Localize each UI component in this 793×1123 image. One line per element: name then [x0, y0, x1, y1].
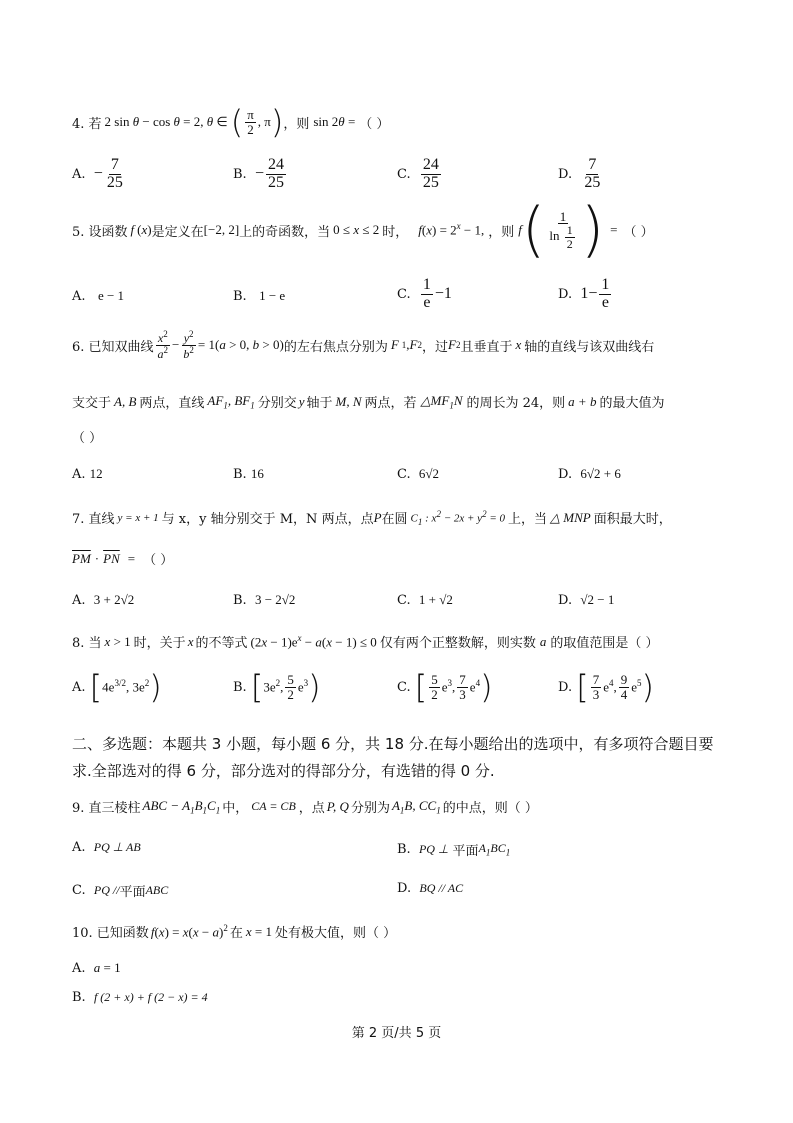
q7-option-c: C. 1 + √2 [397, 592, 453, 608]
section-multiple-choice-heading: 二、多选题：本题共 3 小题，每小题 6 分，共 18 分.在每小题给出的选项中，有多项符合题目要求.全部选对的得 6 分，部分选对的得部分分，有选错的得 0 分. [72, 735, 714, 780]
q4-tail: ，则 [283, 116, 310, 132]
q6-option-d: D. 6√2 + 6 [558, 466, 621, 482]
question-9-stem: 9. 直三棱柱 ABC − $A_1B_1C_1$ 中， CA = CB ，点 P, Q 分别为 $A_1B$, $CC_1$ 的中点，则（ ） [72, 797, 538, 816]
question-6-stem-line2: 支交于 A, B 两点，直线 $AF_1$, $BF_1$ 分别交 y 轴于 M, N 两点，若 $\triangle MF_1N$ 的周长为 24，则 a + b 的最大值为 [72, 392, 665, 411]
q8-option-a: A. [ $4e^{3/2}$, $3e^2$ ) [72, 668, 162, 706]
question-10-stem: 10. 已知函数 $f(x) = x(x - a)^2$ 在 x = 1 处有极大值，则（ ） [72, 922, 397, 941]
q4-blank: （ ） [359, 116, 390, 132]
question-6-stem-line1: 6. 已知双曲线 $\frac{x^2}{a^2}$ − $\frac{y^2}{b^2}$ = 1(a > 0, b > 0) 的左右焦点分别为 F 1 , F 2 ，过 F 2 且垂直于 x 轴的直线与该双曲线右 [72, 329, 655, 361]
q6-option-b: B. 16 [233, 466, 264, 482]
q10-option-b: B. f (2 + x) + f (2 − x) = 4 [72, 990, 208, 1005]
question-4-stem: 4. 若 2 sin θ − cos θ = 2, θ ∈ ( $\frac{\pi}{2}$ , π ) ，则 sin 2θ = （ ） [72, 103, 390, 141]
q8-option-b: B. [ $3e^2$, $\frac{5}{2}$ $e^3$ ) [233, 668, 321, 706]
q4-option-a: A. − $\frac{7}{25}$ [72, 156, 123, 191]
q5-option-d: D. 1− $\frac{1}{e}$ [558, 276, 610, 311]
q9-option-a: A. PQ ⊥ AB [72, 840, 141, 855]
q4-option-b: B. − $\frac{24}{25}$ [233, 156, 284, 191]
q5-option-c: C. $\frac{1}{e}$ −1 [397, 276, 452, 311]
question-7-stem: 7. 直线 y = x + 1 与 x，y 轴分别交于 M，N 两点，点 P 在圆 $C_1$ : $x^2 - 2x + y^2 = 0$ 上，当 △ MNP 面积最大时， [72, 508, 672, 527]
q9-option-b: B. PQ ⊥ 平面 $A_1BC_1$ [397, 841, 511, 859]
q6-option-a: A. 12 [72, 466, 103, 482]
q4-option-d: D. $\frac{7}{25}$ [558, 156, 601, 191]
q8-option-c: C. [ $\frac{5}{2}$ $e^3$, $\frac{7}{3}$ $e^4$ ) [397, 668, 493, 706]
q4-option-c: C. $\frac{24}{25}$ [397, 156, 439, 191]
q9-option-c: C. PQ // 平面 ABC [72, 883, 169, 900]
question-5-stem: 5. 设函数 f (x) 是定义在 [−2, 2] 上的奇函数，当 0 ≤ x ≤ 2 时， $f(x) = 2^x - 1$, ，则 f ( 1 ln $\frac{1}{2}$ ) = （ ） [72, 195, 654, 265]
q7-option-b: B. 3 − 2√2 [233, 592, 296, 608]
q9-option-d: D. BQ // AC [397, 881, 464, 896]
question-7-stem-line2: $\overline{PM}$ · $\overline{PN}$ = （ ） [72, 550, 174, 568]
q7-option-d: D. √2 − 1 [558, 592, 615, 608]
q8-option-d: D. [ $\frac{7}{3}$ $e^4$, $\frac{9}{4}$ $e^5$ ) [558, 668, 655, 706]
q5-option-a: A. e − 1 [72, 288, 125, 304]
q7-option-a: A. 3 + 2√2 [72, 592, 135, 608]
q6-blank: （ ） [72, 431, 103, 446]
q6-option-c: C. 6√2 [397, 466, 440, 482]
question-8-stem: 8. 当 x > 1 时，关于 x 的不等式 $(2x - 1)e^x - a(x - 1) \le 0$ 仅有两个正整数解，则实数 a 的取值范围是（ ） [72, 632, 659, 651]
q5-option-b: B. 1 − e [233, 288, 286, 304]
page-footer: 第 2 页/共 5 页 [351, 1026, 442, 1041]
q4-lead: 4. 若 [72, 116, 102, 132]
q10-option-a: A. a = 1 [72, 960, 121, 976]
